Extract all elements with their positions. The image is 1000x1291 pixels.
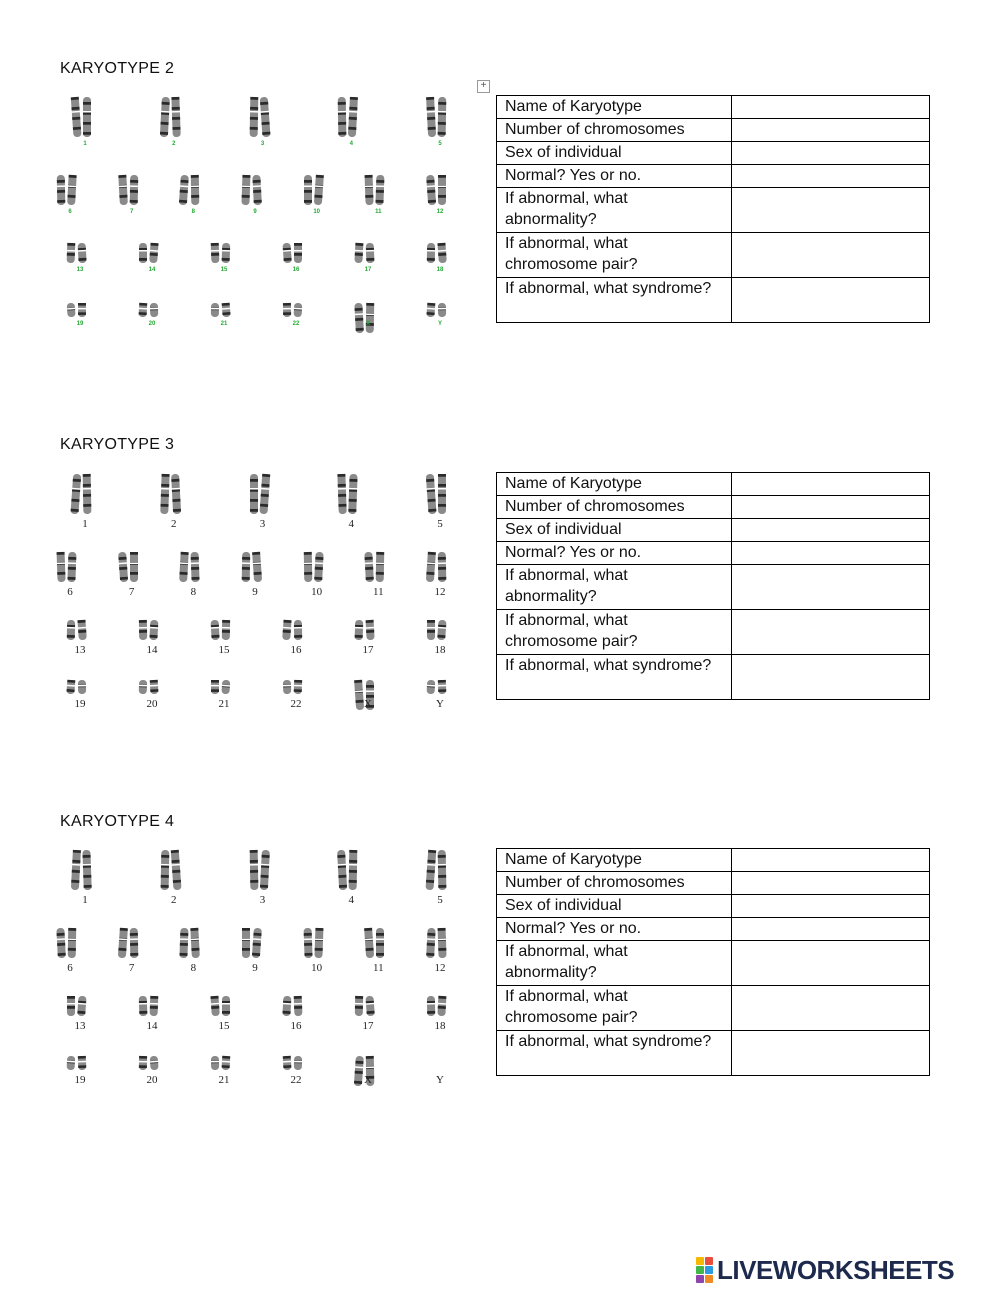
chromosome-pair-icon	[276, 994, 316, 1018]
chromosome-pair	[65, 472, 105, 530]
question-row	[497, 986, 930, 1031]
chromosome-pair-icon	[420, 550, 460, 584]
chromosome-pair-icon	[65, 472, 105, 516]
chromosome-pair	[420, 95, 460, 147]
chromosome-label: 21	[220, 321, 228, 327]
chromosome-label: 1	[82, 518, 88, 530]
chromosome-pair	[297, 173, 337, 215]
answer-cell[interactable]	[731, 278, 929, 323]
question-label: Name of Karyotype	[497, 473, 732, 496]
karyotype-title: KARYOTYPE 4	[60, 813, 175, 830]
chromosome-pair-icon	[276, 241, 316, 265]
chromosome-pair-icon	[60, 241, 100, 265]
chromosome-pair-icon	[420, 678, 460, 696]
chromosome-pair-icon	[132, 241, 172, 265]
chromosome-pair-icon	[204, 241, 244, 265]
question-row	[497, 565, 930, 610]
chromosome-label: 19	[74, 1074, 86, 1086]
chromosome-label: 15	[220, 267, 228, 273]
chromosome-pair	[60, 618, 100, 656]
chromosome-pair	[154, 848, 194, 906]
chromosome-label: 7	[129, 209, 134, 215]
question-label: If abnormal, what abnormality?	[497, 565, 732, 610]
question-row	[497, 119, 930, 142]
question-row	[497, 165, 930, 188]
chromosome-pair-icon	[154, 848, 194, 892]
question-row	[497, 542, 930, 565]
chromosome-label: 18	[434, 1020, 446, 1032]
chromosome-pair	[173, 550, 213, 598]
chromosome-pair	[420, 618, 460, 656]
chromosome-pair-icon	[154, 472, 194, 516]
chromosome-pair	[358, 926, 398, 974]
chromosome-pair	[420, 678, 460, 710]
chromosome-pair-icon	[420, 95, 460, 139]
chromosome-pair	[112, 550, 152, 598]
answer-cell[interactable]	[731, 918, 929, 941]
chromosome-pair	[154, 472, 194, 530]
chromosome-pair	[348, 618, 388, 656]
chromosome-label: 18	[434, 644, 446, 656]
question-row	[497, 849, 930, 872]
question-row	[497, 895, 930, 918]
chromosome-pair	[276, 618, 316, 656]
chromosome-pair-icon	[420, 301, 460, 319]
chromosome-pair-icon	[420, 618, 460, 642]
chromosome-pair	[60, 241, 100, 273]
chromosome-pair	[331, 95, 371, 147]
chromosome-pair-icon	[297, 550, 337, 584]
chromosome-pair-icon	[243, 95, 283, 139]
answer-cell[interactable]	[731, 165, 929, 188]
chromosome-pair	[50, 550, 90, 598]
chromosome-label: 22	[292, 321, 300, 327]
chromosome-pair-icon	[276, 1054, 316, 1072]
chromosome-pair-icon	[358, 550, 398, 584]
chromosome-label: 2	[171, 894, 177, 906]
chromosome-pair	[348, 241, 388, 273]
chromosome-pair	[358, 550, 398, 598]
chromosome-pair	[204, 618, 244, 656]
chromosome-pair-icon	[420, 472, 460, 516]
chromosome-pair-icon	[65, 848, 105, 892]
chromosome-label: 14	[146, 1020, 158, 1032]
chromosome-label: Y	[436, 698, 444, 710]
chromosome-pair-icon	[112, 173, 152, 207]
chromosome-label: 14	[146, 644, 158, 656]
chromosome-pair-icon	[60, 618, 100, 642]
question-label: If abnormal, what syndrome?	[497, 655, 732, 700]
chromosome-pair	[60, 301, 100, 327]
chromosome-pair-icon	[60, 1054, 100, 1072]
answer-cell[interactable]	[731, 233, 929, 278]
chromosome-pair-icon	[173, 550, 213, 584]
question-label: If abnormal, what chromosome pair?	[497, 986, 732, 1031]
chromosome-pair-icon	[420, 994, 460, 1018]
chromosome-label: 4	[349, 141, 353, 147]
chromosome-pair-icon	[132, 1054, 172, 1072]
chromosome-pair-icon	[297, 173, 337, 207]
chromosome-label: 5	[438, 141, 442, 147]
question-label: Sex of individual	[497, 142, 732, 165]
chromosome-pair	[297, 550, 337, 598]
chromosome-label: X	[364, 1074, 372, 1086]
answer-cell[interactable]	[731, 849, 929, 872]
chromosome-pair-icon	[235, 926, 275, 960]
question-row	[497, 655, 930, 700]
chromosome-label: 20	[146, 1074, 158, 1086]
chromosome-pair	[204, 241, 244, 273]
chromosome-pair-icon	[297, 926, 337, 960]
chromosome-pair	[420, 1054, 460, 1086]
chromosome-label: 6	[67, 962, 73, 974]
chromosome-pair-icon	[204, 618, 244, 642]
question-row	[497, 96, 930, 119]
chromosome-label: X	[364, 698, 372, 710]
chromosome-pair	[420, 301, 460, 327]
chromosome-label: 11	[375, 209, 382, 215]
chromosome-pair	[132, 618, 172, 656]
chromosome-label: Y	[437, 321, 442, 327]
chromosome-label: 20	[148, 321, 156, 327]
question-table	[496, 95, 930, 323]
question-label: Normal? Yes or no.	[497, 918, 732, 941]
chromosome-pair	[420, 848, 460, 906]
chromosome-label: 6	[67, 586, 73, 598]
chromosome-pair	[204, 1054, 244, 1086]
chromosome-label: 7	[128, 962, 135, 974]
chromosome-label: 10	[313, 209, 320, 215]
chromosome-label: 15	[218, 1020, 230, 1032]
chromosome-pair	[348, 301, 388, 340]
question-row	[497, 918, 930, 941]
chromosome-pair-icon	[331, 472, 371, 516]
question-label: Normal? Yes or no.	[497, 165, 732, 188]
answer-cell[interactable]	[731, 142, 929, 165]
chromosome-pair	[60, 1054, 100, 1086]
logo-text: LIVEWORKSHEETS	[717, 1254, 955, 1285]
chromosome-pair-icon	[348, 241, 388, 265]
chromosome-pair	[276, 994, 316, 1032]
chromosome-pair-icon	[132, 994, 172, 1018]
question-label: Normal? Yes or no.	[497, 542, 732, 565]
question-row	[497, 473, 930, 496]
chromosome-pair	[420, 926, 460, 974]
chromosome-pair	[132, 301, 172, 327]
chromosome-label: 1	[83, 141, 87, 147]
chromosome-pair	[65, 95, 105, 147]
question-label: Number of chromosomes	[497, 872, 732, 895]
chromosome-label: 5	[437, 518, 443, 530]
chromosome-label: 3	[259, 518, 266, 530]
question-label: If abnormal, what abnormality?	[497, 188, 732, 233]
chromosome-label: 20	[146, 698, 158, 710]
chromosome-pair-icon	[50, 173, 90, 207]
chromosome-pair-icon	[50, 926, 90, 960]
answer-cell[interactable]	[731, 473, 929, 496]
chromosome-label: 10	[311, 962, 323, 974]
answer-cell[interactable]	[731, 519, 929, 542]
chromosome-pair-icon	[50, 550, 90, 584]
question-row	[497, 941, 930, 986]
chromosome-label: 11	[373, 586, 384, 598]
chromosome-label: 13	[74, 1020, 86, 1032]
chromosome-label: 17	[364, 267, 372, 273]
chromosome-label: 13	[76, 267, 84, 273]
chromosome-pair	[243, 472, 283, 530]
chromosome-label: X	[365, 321, 370, 327]
chromosome-pair-icon	[243, 472, 283, 516]
chromosome-pair	[420, 173, 460, 215]
question-row	[497, 278, 930, 323]
question-row	[497, 233, 930, 278]
chromosome-pair	[235, 550, 275, 598]
chromosome-label: 4	[348, 894, 354, 906]
question-row	[497, 519, 930, 542]
answer-cell[interactable]	[731, 872, 929, 895]
chromosome-pair-icon	[60, 301, 100, 319]
chromosome-pair	[173, 173, 213, 215]
chromosome-label: 17	[362, 644, 374, 656]
chromosome-label: 1	[82, 894, 88, 906]
chromosome-label: Y	[436, 1074, 444, 1086]
chromosome-pair	[65, 848, 105, 906]
chromosome-pair	[60, 994, 100, 1032]
question-label: Sex of individual	[497, 895, 732, 918]
chromosome-pair-icon	[235, 173, 275, 207]
chromosome-pair-icon	[276, 618, 316, 642]
chromosome-pair-icon	[420, 241, 460, 265]
chromosome-label: 8	[190, 962, 197, 974]
chromosome-label: 16	[292, 267, 300, 273]
chromosome-pair	[420, 550, 460, 598]
chromosome-label: 3	[259, 894, 266, 906]
answer-cell[interactable]	[731, 565, 929, 610]
chromosome-pair-icon	[276, 678, 316, 696]
chromosome-pair-icon	[276, 301, 316, 319]
chromosome-label: 16	[290, 644, 302, 656]
question-table	[496, 472, 930, 700]
chromosome-pair-icon	[132, 678, 172, 696]
chromosome-pair	[204, 678, 244, 710]
chromosome-pair	[331, 848, 371, 906]
chromosome-label: 21	[218, 698, 230, 710]
chromosome-label: 19	[76, 321, 84, 327]
question-label: If abnormal, what abnormality?	[497, 941, 732, 986]
chromosome-pair-icon	[154, 95, 194, 139]
chromosome-pair	[348, 994, 388, 1032]
chromosome-pair	[420, 994, 460, 1032]
question-row	[497, 142, 930, 165]
liveworksheets-logo	[696, 1256, 954, 1284]
question-label: If abnormal, what chromosome pair?	[497, 233, 732, 278]
chromosome-pair	[204, 994, 244, 1032]
chromosome-label: 22	[290, 1074, 302, 1086]
chromosome-pair	[420, 472, 460, 530]
chromosome-pair	[235, 926, 275, 974]
chromosome-pair	[243, 848, 283, 906]
chromosome-label: 19	[74, 698, 86, 710]
chromosome-pair	[276, 678, 316, 710]
chromosome-label: 15	[218, 644, 230, 656]
logo-squares-icon	[696, 1257, 713, 1283]
chromosome-pair-icon	[243, 848, 283, 892]
chromosome-pair	[358, 173, 398, 215]
chromosome-pair	[276, 301, 316, 327]
question-label: Name of Karyotype	[497, 849, 732, 872]
answer-cell[interactable]	[731, 542, 929, 565]
answer-cell[interactable]	[731, 941, 929, 986]
chromosome-pair-icon	[331, 848, 371, 892]
chromosome-pair-icon	[60, 678, 100, 696]
chromosome-pair-icon	[348, 301, 388, 335]
question-row	[497, 1031, 930, 1076]
question-label: If abnormal, what syndrome?	[497, 1031, 732, 1076]
chromosome-pair-icon	[348, 994, 388, 1018]
chromosome-pair	[173, 926, 213, 974]
chromosome-label: 9	[252, 586, 258, 598]
chromosome-pair-icon	[112, 550, 152, 584]
chromosome-label: 18	[436, 267, 444, 273]
chromosome-pair-icon	[348, 618, 388, 642]
chromosome-pair	[204, 301, 244, 327]
chromosome-pair	[331, 472, 371, 530]
chromosome-pair	[132, 241, 172, 273]
chromosome-pair	[276, 1054, 316, 1086]
chromosome-pair	[276, 241, 316, 273]
chromosome-pair	[348, 1054, 388, 1093]
chromosome-pair-icon	[420, 848, 460, 892]
question-row	[497, 610, 930, 655]
question-row	[497, 496, 930, 519]
chromosome-pair	[297, 926, 337, 974]
chromosome-pair	[50, 926, 90, 974]
chromosome-pair	[348, 678, 388, 717]
chromosome-label: 3	[260, 141, 265, 147]
chromosome-pair	[420, 241, 460, 273]
chromosome-pair-icon	[173, 926, 213, 960]
chromosome-pair-icon	[420, 926, 460, 960]
chromosome-label: 11	[373, 962, 384, 974]
chromosome-pair-icon	[204, 1054, 244, 1072]
answer-cell[interactable]	[731, 1031, 929, 1076]
chromosome-label: 2	[172, 141, 176, 147]
chromosome-pair-icon	[358, 926, 398, 960]
question-table	[496, 848, 930, 1076]
chromosome-pair-icon	[420, 173, 460, 207]
chromosome-pair-icon	[65, 95, 105, 139]
chromosome-label: 12	[434, 962, 446, 974]
chromosome-label: 6	[68, 209, 72, 215]
chromosome-pair	[112, 926, 152, 974]
question-label: If abnormal, what syndrome?	[497, 278, 732, 323]
karyotype-title: KARYOTYPE 2	[60, 60, 175, 77]
chromosome-pair	[235, 173, 275, 215]
question-row	[497, 872, 930, 895]
answer-cell[interactable]	[731, 655, 929, 700]
chromosome-label: 5	[437, 894, 443, 906]
chromosome-pair-icon	[132, 301, 172, 319]
question-label: Number of chromosomes	[497, 119, 732, 142]
question-label: Sex of individual	[497, 519, 732, 542]
answer-cell[interactable]	[731, 895, 929, 918]
chromosome-pair	[50, 173, 90, 215]
answer-cell[interactable]	[731, 119, 929, 142]
chromosome-pair-icon	[112, 926, 152, 960]
chromosome-pair-icon	[204, 678, 244, 696]
chromosome-pair	[60, 678, 100, 710]
answer-cell[interactable]	[731, 986, 929, 1031]
chromosome-label: 9	[252, 962, 258, 974]
chromosome-label: 21	[218, 1074, 230, 1086]
chromosome-label: 12	[436, 209, 444, 215]
chromosome-pair	[132, 994, 172, 1032]
chromosome-pair-icon	[331, 95, 371, 139]
chromosome-label: 17	[362, 1020, 374, 1032]
chromosome-label: 7	[128, 586, 135, 598]
question-label: Name of Karyotype	[497, 96, 732, 119]
question-label: If abnormal, what chromosome pair?	[497, 610, 732, 655]
chromosome-pair-icon	[173, 173, 213, 207]
chromosome-pair	[154, 95, 194, 147]
question-row	[497, 188, 930, 233]
chromosome-label: 13	[74, 644, 86, 656]
chromosome-label: 4	[348, 518, 354, 530]
answer-cell[interactable]	[731, 610, 929, 655]
chromosome-pair	[132, 1054, 172, 1086]
chromosome-pair-icon	[204, 994, 244, 1018]
chromosome-pair	[132, 678, 172, 710]
answer-cell[interactable]	[731, 496, 929, 519]
answer-cell[interactable]	[731, 96, 929, 119]
chromosome-pair	[112, 173, 152, 215]
chromosome-label: 10	[311, 586, 323, 598]
answer-cell[interactable]	[731, 188, 929, 233]
chromosome-pair-icon	[204, 301, 244, 319]
chromosome-label: 8	[190, 586, 197, 598]
question-label: Number of chromosomes	[497, 496, 732, 519]
chromosome-pair-icon	[132, 618, 172, 642]
chromosome-pair	[243, 95, 283, 147]
karyotype-title: KARYOTYPE 3	[60, 436, 175, 453]
chromosome-label: 12	[434, 586, 446, 598]
chromosome-label: 2	[171, 518, 177, 530]
chromosome-label: 22	[290, 698, 302, 710]
table-move-handle-icon[interactable]: +	[477, 80, 490, 93]
chromosome-label: 16	[290, 1020, 302, 1032]
chromosome-pair-icon	[358, 173, 398, 207]
chromosome-pair-icon	[60, 994, 100, 1018]
chromosome-label: 9	[253, 209, 257, 215]
chromosome-label: 8	[191, 209, 195, 215]
chromosome-pair-icon	[235, 550, 275, 584]
chromosome-label: 14	[148, 267, 156, 273]
